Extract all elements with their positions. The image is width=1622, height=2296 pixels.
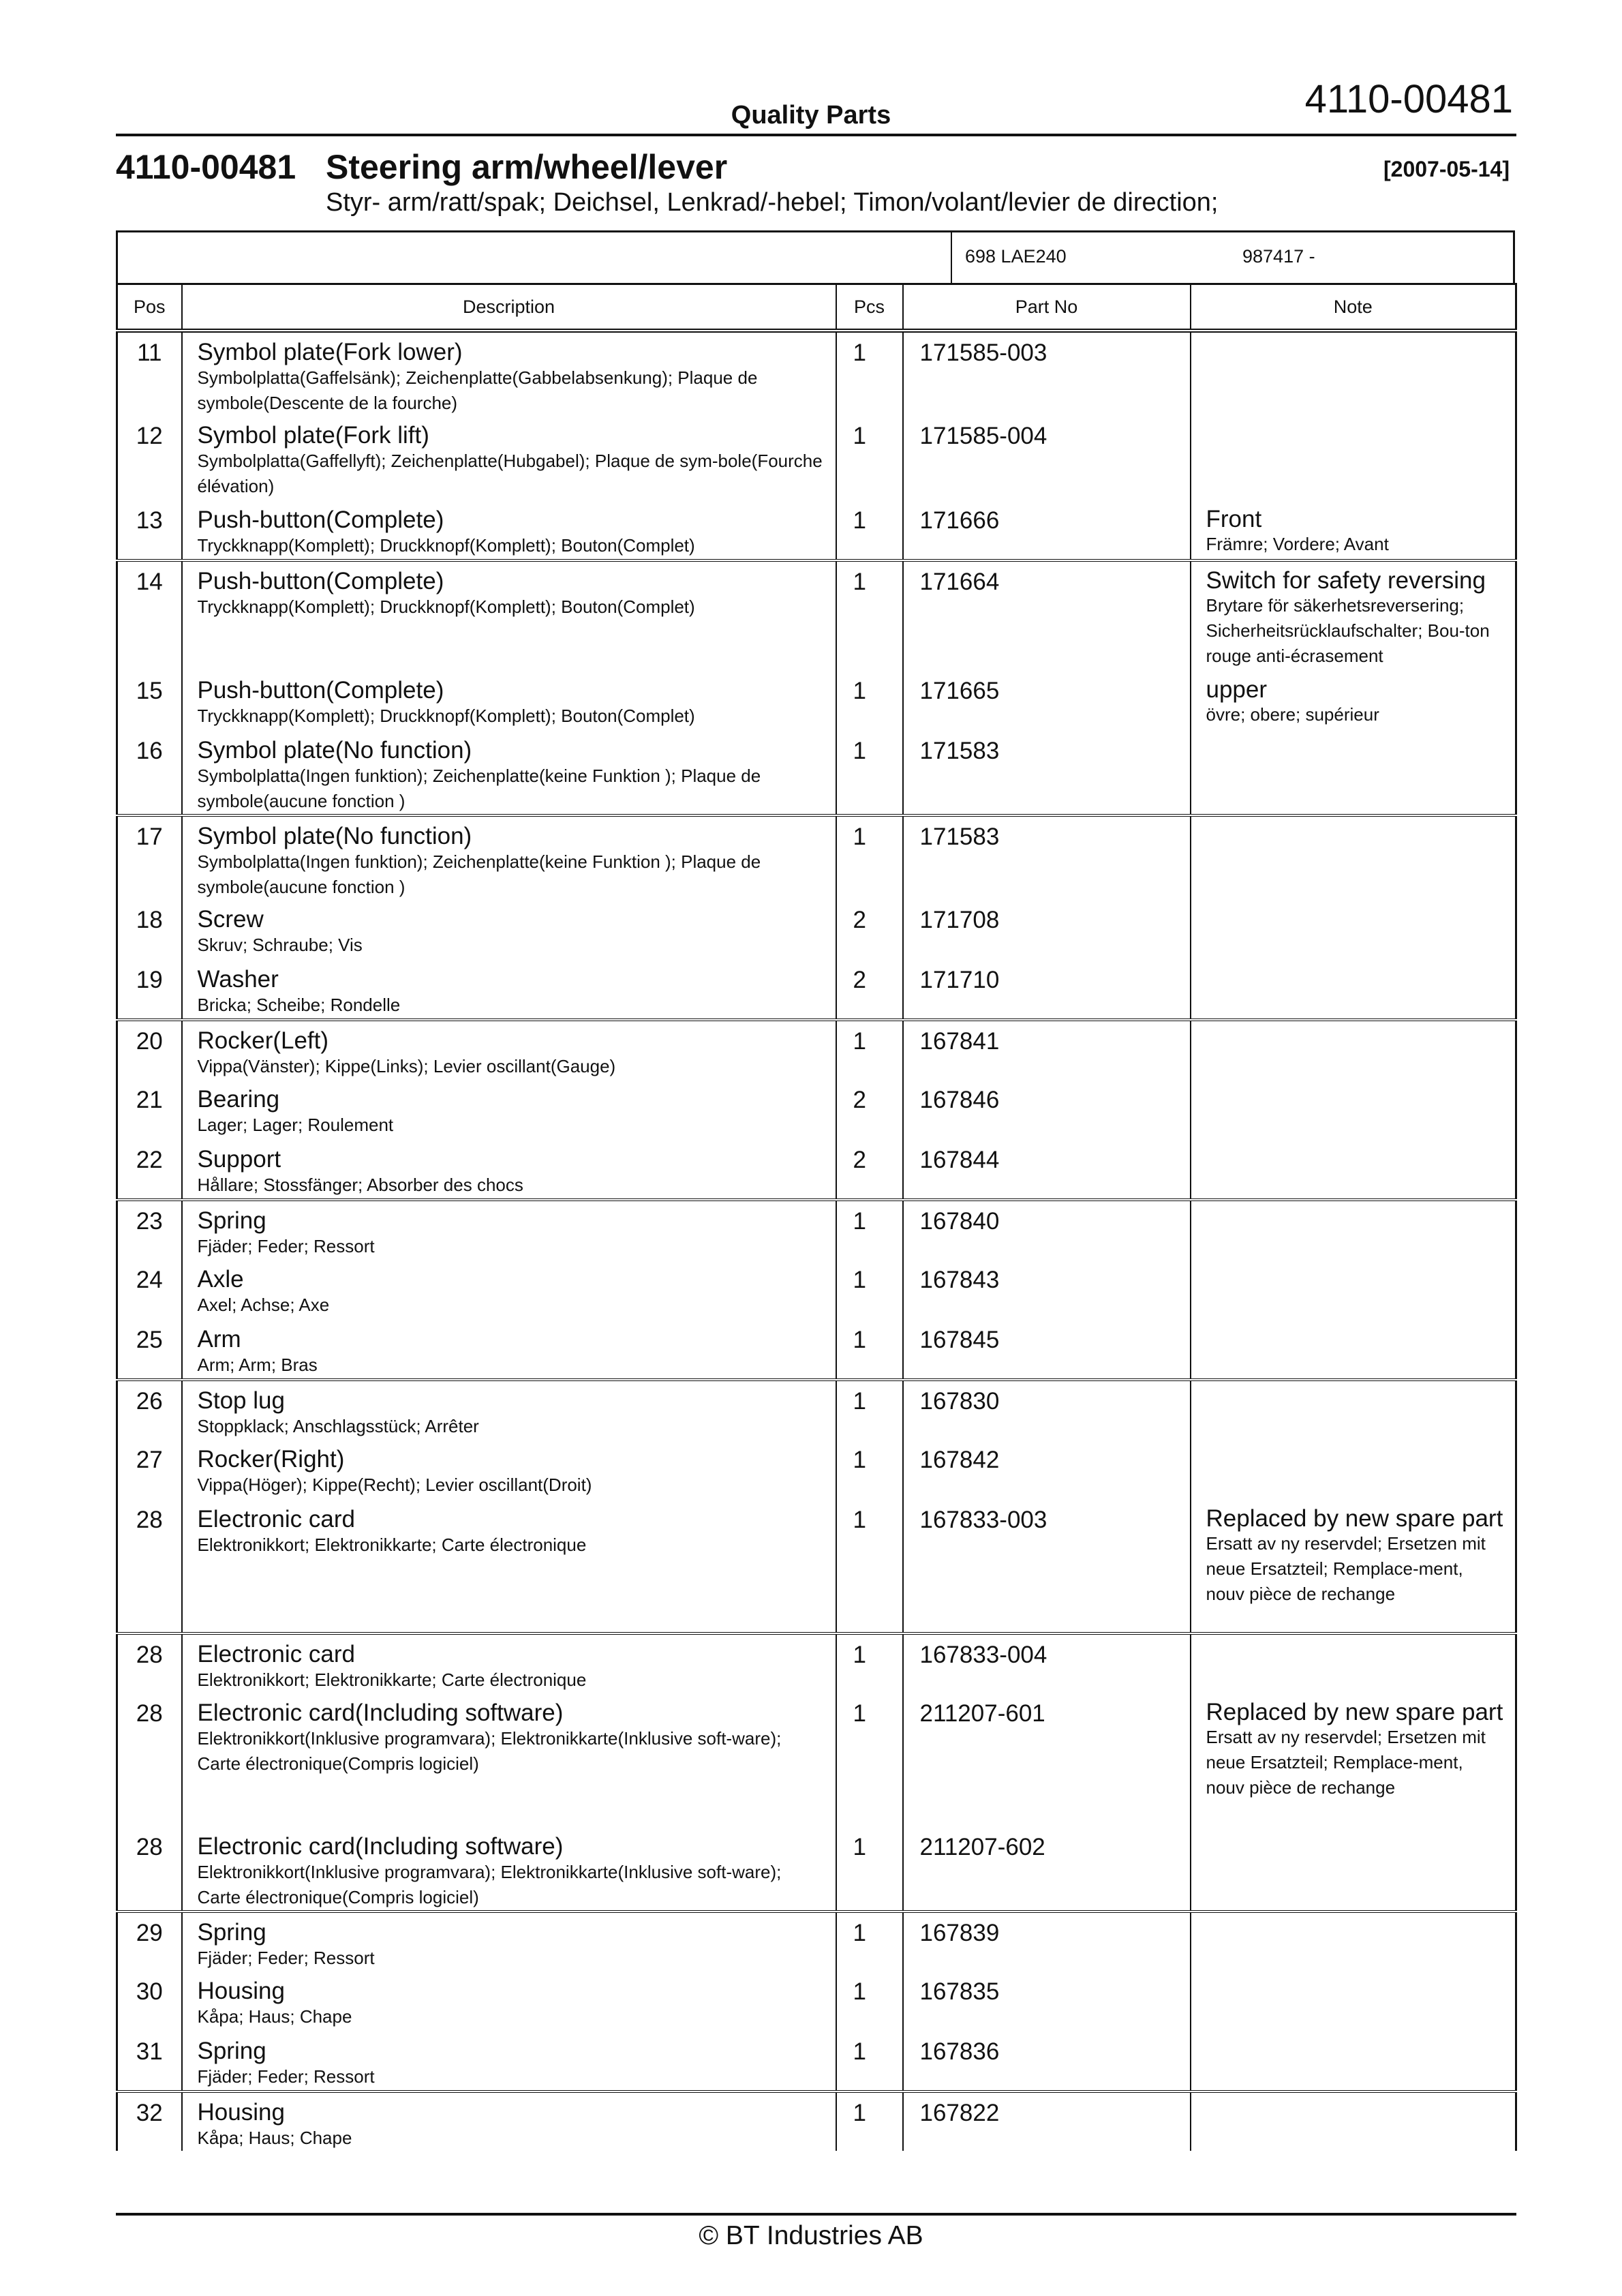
note-english: upper: [1206, 676, 1268, 703]
cell-part-no: 171666: [903, 500, 1191, 560]
cell-pos: 23: [117, 1200, 182, 1260]
cell-note: [1191, 1320, 1516, 1380]
description-english: Spring: [197, 2038, 266, 2064]
cell-part-no: 171583: [903, 815, 1191, 900]
cell-part-no: 167846: [903, 1080, 1191, 1140]
cell-part-no: 171710: [903, 960, 1191, 1020]
cell-pcs: 2: [836, 900, 903, 960]
table-row: [117, 815, 1516, 900]
cell-note: [1191, 2091, 1516, 2151]
cell-pos: 28: [117, 1693, 182, 1827]
cell-pos: 14: [117, 560, 182, 671]
cell-note: [1191, 560, 1516, 671]
description-english: Bearing: [197, 1086, 280, 1113]
cell-note: [1191, 1500, 1516, 1633]
cell-part-no: 171583: [903, 731, 1191, 815]
description-english: Push-button(Complete): [197, 507, 444, 533]
table-row: [117, 671, 1516, 731]
parts-table-container: [116, 230, 1515, 2151]
cell-note: [1191, 1080, 1516, 1140]
cell-pcs: 1: [836, 500, 903, 560]
cell-part-no: 171708: [903, 900, 1191, 960]
cell-note: [1191, 731, 1516, 815]
table-row: [117, 1633, 1516, 1693]
cell-pcs: 1: [836, 560, 903, 671]
note-translations: Ersatt av ny reservdel; Ersetzen mit neue Ersatzteil; Remplace-ment, nouv pièce de rechange: [1206, 1727, 1486, 1798]
cell-note: [1191, 1912, 1516, 1972]
cell-pos: 21: [117, 1080, 182, 1140]
description-english: Rocker(Left): [197, 1027, 329, 1054]
header-section-title: Quality Parts: [731, 101, 891, 130]
cell-part-no: 171665: [903, 671, 1191, 731]
parts-table: [116, 283, 1517, 2151]
table-row: [117, 2031, 1516, 2091]
cell-description: [182, 2031, 836, 2091]
cell-pos: 17: [117, 815, 182, 900]
table-row: [117, 1320, 1516, 1380]
description-translations: Elektronikkort; Elektronikkarte; Carte électronique: [197, 1535, 587, 1555]
description-english: Screw: [197, 906, 264, 933]
cell-note: [1191, 1972, 1516, 2031]
cell-pos: 29: [117, 1912, 182, 1972]
table-row: [117, 960, 1516, 1020]
cell-part-no: 167830: [903, 1380, 1191, 1440]
table-row: [117, 1140, 1516, 1200]
cell-pcs: 1: [836, 1020, 903, 1080]
description-english: Push-button(Complete): [197, 677, 444, 704]
description-english: Arm: [197, 1326, 241, 1353]
description-translations: Elektronikkort(Inklusive programvara); Elektronikkarte(Inklusive soft-ware); Carte électronique(Compris logiciel): [197, 1862, 782, 1907]
cell-pcs: 2: [836, 1140, 903, 1200]
description-english: Push-button(Complete): [197, 568, 444, 594]
table-row: [117, 560, 1516, 671]
cell-description: [182, 815, 836, 900]
cell-pcs: 1: [836, 331, 903, 416]
column-header-description: Description: [182, 284, 836, 331]
cell-part-no: 167839: [903, 1912, 1191, 1972]
cell-pcs: 1: [836, 1440, 903, 1500]
cell-pos: 26: [117, 1380, 182, 1440]
description-english: Spring: [197, 1919, 266, 1946]
description-translations: Stoppklack; Anschlagsstück; Arrêter: [197, 1416, 479, 1436]
note-english: Front: [1206, 506, 1262, 532]
cell-description: [182, 1440, 836, 1500]
cell-note: [1191, 671, 1516, 731]
note-english: Replaced by new spare part: [1206, 1505, 1503, 1532]
cell-part-no: 167840: [903, 1200, 1191, 1260]
column-header-note: Note: [1191, 284, 1516, 331]
header-rule: [116, 134, 1516, 136]
description-translations: Kåpa; Haus; Chape: [197, 2128, 352, 2148]
cell-note: [1191, 331, 1516, 416]
description-translations: Hållare; Stossfänger; Absorber des chocs: [197, 1175, 523, 1195]
cell-pcs: 1: [836, 1260, 903, 1320]
description-translations: Skruv; Schraube; Vis: [197, 935, 363, 955]
cell-description: [182, 1380, 836, 1440]
cell-description: [182, 1080, 836, 1140]
title-date: [2007-05-14]: [1383, 157, 1510, 181]
description-translations: Tryckknapp(Komplett); Druckknopf(Komplett); Bouton(Complet): [197, 535, 695, 556]
description-english: Washer: [197, 966, 279, 993]
cell-note: [1191, 1020, 1516, 1080]
cell-description: [182, 960, 836, 1020]
description-english: Spring: [197, 1207, 266, 1234]
cell-pos: 19: [117, 960, 182, 1020]
cell-part-no: 167833-003: [903, 1500, 1191, 1633]
cell-part-no: 171585-004: [903, 416, 1191, 500]
cell-description: [182, 1260, 836, 1320]
description-english: Symbol plate(Fork lift): [197, 422, 429, 449]
note-english: Switch for safety reversing: [1206, 567, 1486, 594]
description-translations: Elektronikkort; Elektronikkarte; Carte électronique: [197, 1670, 587, 1690]
description-english: Symbol plate(No function): [197, 823, 472, 849]
cell-pos: 11: [117, 331, 182, 416]
description-english: Support: [197, 1146, 281, 1173]
footer-copyright: © BT Industries AB: [699, 2221, 923, 2250]
cell-part-no: 167833-004: [903, 1633, 1191, 1693]
description-translations: Arm; Arm; Bras: [197, 1355, 318, 1375]
cell-note: [1191, 1380, 1516, 1440]
cell-part-no: 167835: [903, 1972, 1191, 2031]
cell-pcs: 1: [836, 1633, 903, 1693]
cell-note: [1191, 1260, 1516, 1320]
cell-description: [182, 1972, 836, 2031]
cell-description: [182, 1200, 836, 1260]
cell-description: [182, 1827, 836, 1912]
description-translations: Elektronikkort(Inklusive programvara); Elektronikkarte(Inklusive soft-ware); Carte électronique(Compris logiciel): [197, 1728, 782, 1774]
cell-pos: 18: [117, 900, 182, 960]
note-english: Replaced by new spare part: [1206, 1699, 1503, 1725]
description-translations: Tryckknapp(Komplett); Druckknopf(Komplett); Bouton(Complet): [197, 596, 695, 617]
cell-pos: 25: [117, 1320, 182, 1380]
description-translations: Kåpa; Haus; Chape: [197, 2006, 352, 2027]
cell-pcs: 1: [836, 815, 903, 900]
table-row: [117, 500, 1516, 560]
description-english: Housing: [197, 2099, 285, 2126]
applicability-row: [116, 230, 1515, 283]
description-english: Electronic card: [197, 1506, 355, 1532]
cell-note: [1191, 815, 1516, 900]
cell-pos: 24: [117, 1260, 182, 1320]
cell-description: [182, 331, 836, 416]
cell-pcs: 1: [836, 1693, 903, 1827]
cell-pos: 31: [117, 2031, 182, 2091]
cell-part-no: 171585-003: [903, 331, 1191, 416]
cell-description: [182, 1633, 836, 1693]
table-row: [117, 1260, 1516, 1320]
description-english: Rocker(Right): [197, 1446, 345, 1472]
cell-description: [182, 1693, 836, 1827]
table-row: [117, 1380, 1516, 1440]
cell-description: [182, 1912, 836, 1972]
note-translations: övre; obere; supérieur: [1206, 704, 1379, 725]
cell-pcs: 1: [836, 2031, 903, 2091]
description-english: Electronic card: [197, 1641, 355, 1667]
table-row: [117, 1912, 1516, 1972]
description-translations: Fjäder; Feder; Ressort: [197, 2066, 375, 2087]
description-translations: Bricka; Scheibe; Rondelle: [197, 995, 401, 1015]
note-translations: Brytare för säkerhetsreversering; Sicherheitsrücklaufschalter; Bou-ton rouge anti-écrasement: [1206, 595, 1490, 666]
table-row: [117, 1080, 1516, 1140]
description-translations: Fjäder; Feder; Ressort: [197, 1236, 375, 1256]
cell-part-no: 167841: [903, 1020, 1191, 1080]
cell-description: [182, 1320, 836, 1380]
description-english: Stop lug: [197, 1387, 285, 1414]
cell-description: [182, 671, 836, 731]
table-row: [117, 900, 1516, 960]
description-english: Symbol plate(Fork lower): [197, 339, 463, 365]
cell-pcs: 1: [836, 731, 903, 815]
cell-pos: 12: [117, 416, 182, 500]
cell-part-no: 167842: [903, 1440, 1191, 1500]
table-row: [117, 1500, 1516, 1633]
table-row: [117, 1020, 1516, 1080]
description-translations: Lager; Lager; Roulement: [197, 1115, 394, 1135]
cell-part-no: 211207-602: [903, 1827, 1191, 1912]
cell-note: [1191, 1633, 1516, 1693]
note-translations: Främre; Vordere; Avant: [1206, 534, 1389, 554]
header-document-number: 4110-00481: [1304, 77, 1513, 121]
table-row: [117, 1200, 1516, 1260]
cell-pos: 32: [117, 2091, 182, 2151]
cell-part-no: 167843: [903, 1260, 1191, 1320]
title-code: 4110-00481: [116, 148, 296, 186]
table-row: [117, 731, 1516, 815]
cell-note: [1191, 1693, 1516, 1827]
table-row: [117, 331, 1516, 416]
table-row: [117, 1972, 1516, 2031]
cell-pos: 27: [117, 1440, 182, 1500]
cell-note: [1191, 2031, 1516, 2091]
cell-pcs: 1: [836, 1320, 903, 1380]
description-translations: Vippa(Vänster); Kippe(Links); Levier oscillant(Gauge): [197, 1056, 616, 1076]
table-row: [117, 2091, 1516, 2151]
cell-note: [1191, 1440, 1516, 1500]
description-translations: Axel; Achse; Axe: [197, 1295, 330, 1315]
table-row: [117, 1827, 1516, 1912]
cell-pcs: 1: [836, 1912, 903, 1972]
cell-note: [1191, 960, 1516, 1020]
cell-note: [1191, 1827, 1516, 1912]
cell-description: [182, 1140, 836, 1200]
table-row: [117, 1693, 1516, 1827]
cell-part-no: 167822: [903, 2091, 1191, 2151]
cell-description: [182, 731, 836, 815]
description-english: Electronic card(Including software): [197, 1700, 564, 1726]
cell-note: [1191, 500, 1516, 560]
cell-description: [182, 1020, 836, 1080]
description-english: Housing: [197, 1978, 285, 2004]
parts-table-body: [117, 331, 1516, 2151]
title-name: Steering arm/wheel/lever: [326, 148, 728, 186]
cell-pcs: 1: [836, 1972, 903, 2031]
cell-note: [1191, 1200, 1516, 1260]
column-header-pcs: Pcs: [836, 284, 903, 331]
cell-description: [182, 1500, 836, 1633]
cell-part-no: 171664: [903, 560, 1191, 671]
table-row: [117, 416, 1516, 500]
cell-note: [1191, 900, 1516, 960]
description-translations: Tryckknapp(Komplett); Druckknopf(Komplett); Bouton(Complet): [197, 706, 695, 726]
cell-pcs: 1: [836, 671, 903, 731]
cell-pos: 28: [117, 1500, 182, 1633]
title-translations: Styr- arm/ratt/spak; Deichsel, Lenkrad/-hebel; Timon/volant/levier de direction;: [326, 188, 1219, 217]
cell-pcs: 1: [836, 1200, 903, 1260]
cell-description: [182, 560, 836, 671]
applicability-serial: 987417 -: [1242, 246, 1315, 267]
description-translations: Symbolplatta(Gaffellyft); Zeichenplatte(Hubgabel); Plaque de sym-bole(Fourche élévation): [197, 451, 823, 496]
cell-pos: 16: [117, 731, 182, 815]
description-english: Axle: [197, 1266, 244, 1293]
cell-pcs: 1: [836, 1827, 903, 1912]
cell-pos: 22: [117, 1140, 182, 1200]
cell-description: [182, 500, 836, 560]
cell-pcs: 1: [836, 416, 903, 500]
cell-pcs: 1: [836, 2091, 903, 2151]
footer-rule: [116, 2213, 1516, 2216]
cell-description: [182, 416, 836, 500]
description-translations: Symbolplatta(Ingen funktion); Zeichenplatte(keine Funktion ); Plaque de symbole(aucune fonction ): [197, 766, 761, 811]
cell-pcs: 2: [836, 960, 903, 1020]
applicability-divider: [951, 232, 952, 283]
cell-pos: 13: [117, 500, 182, 560]
column-header-pos: Pos: [117, 284, 182, 331]
table-row: [117, 1440, 1516, 1500]
cell-part-no: 167836: [903, 2031, 1191, 2091]
cell-part-no: 211207-601: [903, 1693, 1191, 1827]
note-translations: Ersatt av ny reservdel; Ersetzen mit neue Ersatzteil; Remplace-ment, nouv pièce de rechange: [1206, 1533, 1486, 1604]
description-english: Electronic card(Including software): [197, 1833, 564, 1860]
cell-pos: 30: [117, 1972, 182, 2031]
description-translations: Symbolplatta(Gaffelsänk); Zeichenplatte(Gabbelabsenkung); Plaque de symbole(Descente de la fourche): [197, 367, 758, 413]
description-translations: Symbolplatta(Ingen funktion); Zeichenplatte(keine Funktion ); Plaque de symbole(aucune fonction ): [197, 851, 761, 897]
cell-note: [1191, 1140, 1516, 1200]
cell-description: [182, 2091, 836, 2151]
cell-note: [1191, 416, 1516, 500]
applicability-model: 698 LAE240: [965, 246, 1067, 267]
cell-pos: 28: [117, 1633, 182, 1693]
table-header-row: [117, 284, 1516, 331]
cell-description: [182, 900, 836, 960]
cell-pos: 28: [117, 1827, 182, 1912]
cell-pcs: 2: [836, 1080, 903, 1140]
description-english: Symbol plate(No function): [197, 737, 472, 764]
cell-pcs: 1: [836, 1380, 903, 1440]
cell-part-no: 167845: [903, 1320, 1191, 1380]
description-translations: Vippa(Höger); Kippe(Recht); Levier oscillant(Droit): [197, 1475, 592, 1495]
cell-pos: 20: [117, 1020, 182, 1080]
column-header-part-no: Part No: [903, 284, 1191, 331]
description-translations: Fjäder; Feder; Ressort: [197, 1948, 375, 1968]
cell-part-no: 167844: [903, 1140, 1191, 1200]
cell-pos: 15: [117, 671, 182, 731]
cell-pcs: 1: [836, 1500, 903, 1633]
